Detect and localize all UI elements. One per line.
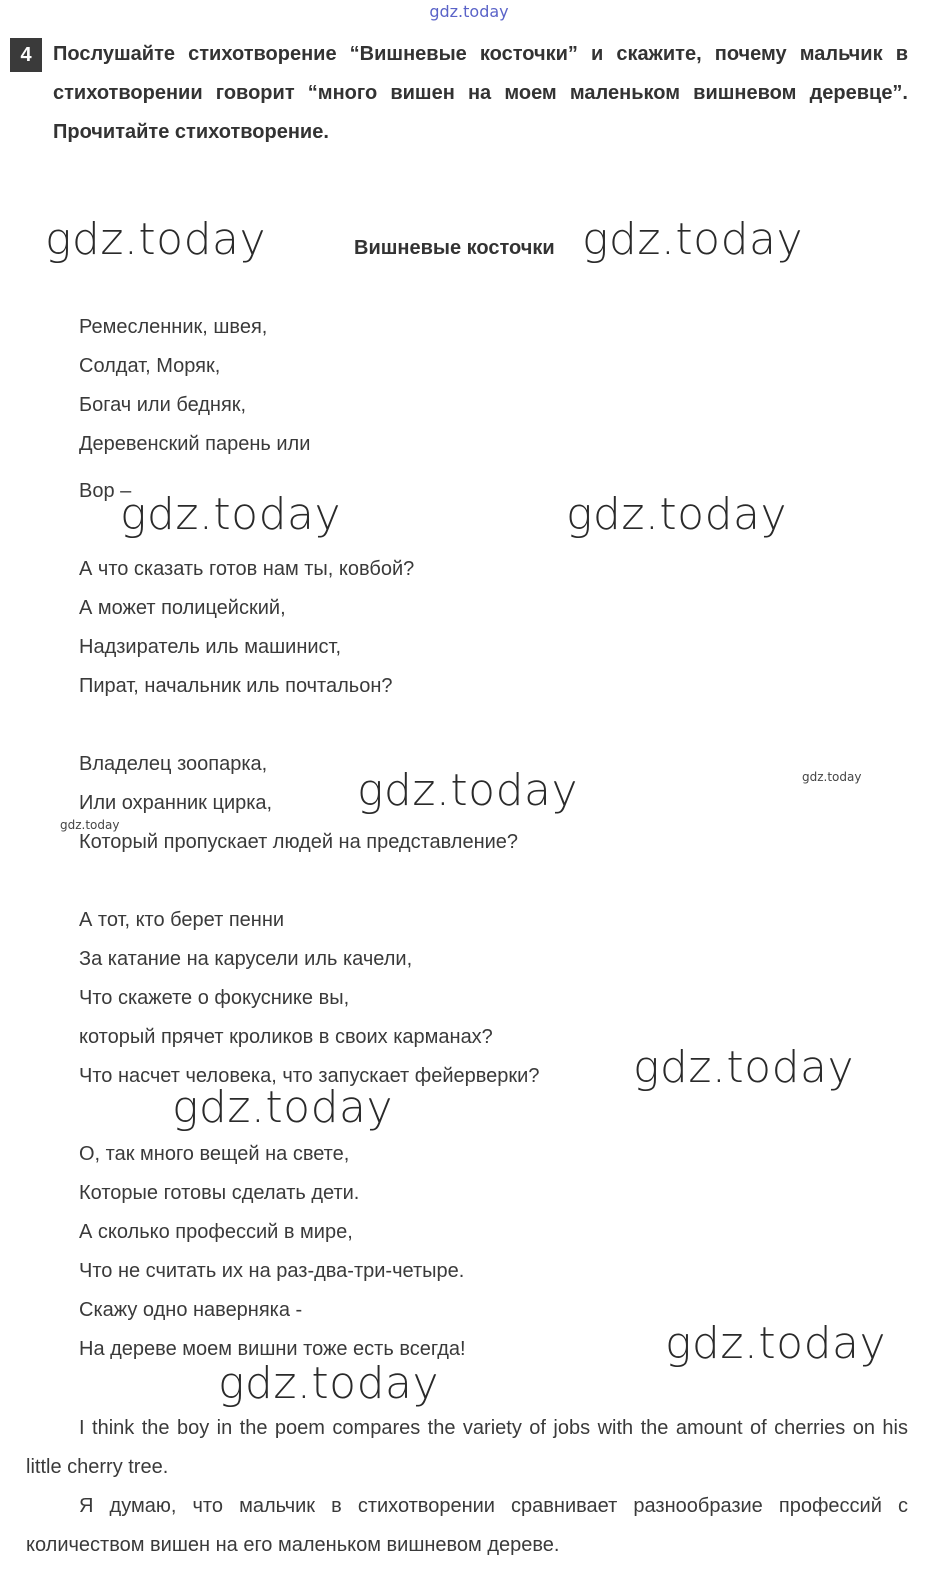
poem-line: Что скажете о фокуснике вы, xyxy=(79,987,350,1009)
poem-line: Или охранник цирка, xyxy=(79,792,273,814)
poem-line: А может полицейский, xyxy=(79,597,286,619)
watermark: gdz.today xyxy=(665,1318,887,1369)
poem-title: Вишневые косточки xyxy=(354,237,555,259)
poem-line: Скажу одно наверняка - xyxy=(79,1299,303,1321)
poem-line: Богач или бедняк, xyxy=(79,394,247,416)
poem-line: На дереве моем вишни тоже есть всегда! xyxy=(79,1338,466,1360)
poem-line: Надзиратель иль машинист, xyxy=(79,636,342,658)
poem-line: Пират, начальник иль почтальон? xyxy=(79,675,393,697)
poem-line: Деревенский парень или xyxy=(79,433,311,455)
poem-line: А что сказать готов нам ты, ковбой? xyxy=(79,558,415,580)
watermark: gdz.today xyxy=(582,214,804,265)
poem-line: Который пропускает людей на представление? xyxy=(79,831,519,853)
answer-russian: Я думаю, что мальчик в стихотворении сравнивает разнообразие профессий с количеством вишен на его маленьком вишневом дереве. xyxy=(26,1495,908,1556)
watermark: gdz.today xyxy=(120,489,342,540)
task-instruction: Послушайте стихотворение “Вишневые косточки” и скажите, почему мальчик в стихотворении говорит “много вишен на моем маленьком вишневом деревце”. Прочитайте стихотворение. xyxy=(53,43,908,143)
poem-line: А тот, кто берет пенни xyxy=(79,909,285,931)
poem-line: За катание на карусели иль качели, xyxy=(79,948,413,970)
poem-line: Владелец зоопарка, xyxy=(79,753,268,775)
watermark: gdz.today xyxy=(172,1082,394,1133)
watermark: gdz.today xyxy=(45,214,267,265)
answer-english: I think the boy in the poem compares the variety of jobs with the amount of cherries on his little cherry tree. xyxy=(26,1417,908,1478)
poem-line: О, так много вещей на свете, xyxy=(79,1143,350,1165)
watermark: gdz.today xyxy=(218,1358,440,1409)
watermark: gdz.today xyxy=(566,489,788,540)
watermark-small: gdz.today xyxy=(60,818,120,832)
poem-line: Что не считать их на раз-два-три-четыре. xyxy=(79,1260,465,1282)
poem-line: Солдат, Моряк, xyxy=(79,355,221,377)
header-watermark: gdz.today xyxy=(429,2,509,21)
poem-line: который прячет кроликов в своих карманах? xyxy=(79,1026,493,1048)
watermark: gdz.today xyxy=(633,1042,855,1093)
watermark: gdz.today xyxy=(357,765,579,816)
poem-line: Вор – xyxy=(79,480,132,502)
task-number-badge: 4 xyxy=(10,38,42,72)
poem-line: Которые готовы сделать дети. xyxy=(79,1182,360,1204)
watermark-small: gdz.today xyxy=(802,770,862,784)
poem-line: Что насчет человека, что запускает фейерверки? xyxy=(79,1065,540,1087)
poem-line: Ремесленник, швея, xyxy=(79,316,268,338)
poem-line: А сколько профессий в мире, xyxy=(79,1221,353,1243)
